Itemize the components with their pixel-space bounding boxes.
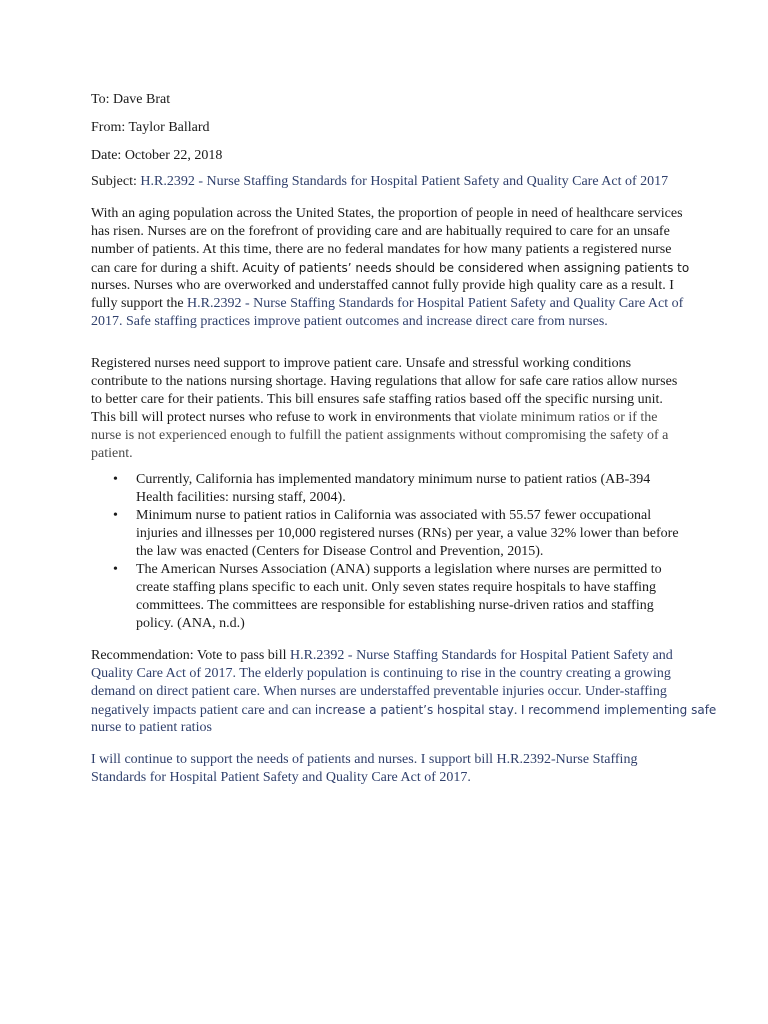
evidence-list <box>91 471 691 633</box>
support-paragraph <box>91 355 691 463</box>
list-item <box>91 471 691 507</box>
intro-line-6b: H.R.2392 - Nurse Staffing Standards for Hospital Patient Safety and Quality Care Act of <box>187 296 684 311</box>
recommendation-line-1b: H.R.2392 - Nurse Staffing Standards for Hospital Patient Safety and <box>289 648 673 663</box>
recommendation-line-1 <box>91 647 691 665</box>
recommendation-line-4a: negatively impacts patient care and can <box>91 703 315 718</box>
intro-line-6a: fully support the <box>91 296 188 311</box>
support-line-4a: This bill will protect nurses who refuse to work in environments that <box>91 410 480 425</box>
support-line-1: Registered nurses need support to improve patient care. Unsafe and stressful working conditions <box>91 356 632 371</box>
recommendation-line-2: Quality Care Act of 2017. The elderly population is continuing to rise in the country creating a growing <box>91 666 671 681</box>
bullet-2-line-1: Minimum nurse to patient ratios in California was associated with 55.57 fewer occupational <box>136 508 652 523</box>
memo-page <box>91 91 717 787</box>
bullet-2-line-2: injuries and illnesses per 10,000 registered nurses (RNs) per year, a value 32% lower than before <box>136 526 679 541</box>
bullet-icon: • <box>113 508 118 523</box>
intro-line-5: nurses. Nurses who are overworked and understaffed cannot fully provide high quality care as a result. I <box>91 278 674 293</box>
support-line-6: patient. <box>91 446 133 461</box>
bullet-3-line-2: create staffing plans specific to each unit. Only seven states require hospitals to have staffing <box>136 580 657 595</box>
list-item <box>91 507 691 561</box>
support-line-2: contribute to the nations nursing shortage. Having regulations that allow for safe care ratios allow nurses <box>91 374 678 389</box>
bullet-icon: • <box>113 472 118 487</box>
bullet-3-line-4: policy. (ANA, n.d.) <box>136 616 245 631</box>
subject-label: Subject: <box>91 174 141 189</box>
support-line-3: to better care for their patients. This bill ensures safe staffing ratios based off the specific nursing unit. <box>91 392 663 407</box>
subject-text: H.R.2392 - Nurse Staffing Standards for Hospital Patient Safety and Quality Care Act of 2017 <box>140 174 669 189</box>
closing-line-2: Standards for Hospital Patient Safety and Quality Care Act of 2017. <box>91 770 471 785</box>
bullet-icon: • <box>113 562 118 577</box>
intro-line-6 <box>91 295 691 313</box>
recommendation-line-4b: increase a patient’s hospital stay <box>314 703 514 717</box>
from-line: From: Taylor Ballard <box>91 120 210 135</box>
intro-line-4b: Acuity of patients’ needs should be considered when assigning patients to <box>242 261 690 275</box>
support-line-4 <box>91 409 691 427</box>
intro-line-4 <box>91 259 691 277</box>
bullet-1-line-1: Currently, California has implemented mandatory minimum nurse to patient ratios (AB-394 <box>136 472 651 487</box>
recommendation-line-4d: I recommend implementing safe <box>520 703 717 717</box>
closing-paragraph <box>91 751 691 787</box>
intro-line-3: number of patients. At this time, there are no federal mandates for how many patients a registered nurse <box>91 242 672 257</box>
date-line: Date: October 22, 2018 <box>91 148 223 163</box>
recommendation-line-4c: . <box>513 703 521 718</box>
bullet-2-line-3: the law was enacted (Centers for Disease Control and Prevention, 2015). <box>136 544 544 559</box>
recommendation-line-5: nurse to patient ratios <box>91 720 212 735</box>
support-line-5: nurse is not experienced enough to fulfill the patient assignments without compromising the safety of a <box>91 428 669 443</box>
closing-line-1: I will continue to support the needs of patients and nurses. I support bill H.R.2392-Nurse Staffing <box>91 752 638 767</box>
recommendation-line-1a: Recommendation: Vote to pass bill <box>91 648 290 663</box>
intro-paragraph <box>91 205 691 331</box>
intro-line-4a: can care for during a shift. <box>91 261 243 276</box>
intro-line-1: With an aging population across the United States, the proportion of people in need of healthcare services <box>91 206 683 221</box>
to-line: To: Dave Brat <box>91 92 171 107</box>
recommendation-line-3: demand on direct patient care. When nurses are understaffed preventable injuries occur. Under-staffing <box>91 684 667 699</box>
list-item <box>91 561 691 633</box>
bullet-3-line-1: The American Nurses Association (ANA) supports a legislation where nurses are permitted to <box>136 562 662 577</box>
recommendation-paragraph <box>91 647 717 737</box>
recommendation-line-4 <box>91 701 717 719</box>
intro-line-2: has risen. Nurses are on the forefront of providing care and are habitually required to care for an unsafe <box>91 224 670 239</box>
bullet-3-line-3: committees. The committees are responsible for establishing nurse-driven ratios and staffing <box>136 598 654 613</box>
intro-line-7: 2017. Safe staffing practices improve patient outcomes and increase direct care from nurses. <box>91 314 608 329</box>
bullet-1-line-2: Health facilities: nursing staff, 2004). <box>136 490 346 505</box>
subject-line <box>91 173 691 191</box>
support-line-4b: violate minimum ratios or if the <box>479 410 658 425</box>
